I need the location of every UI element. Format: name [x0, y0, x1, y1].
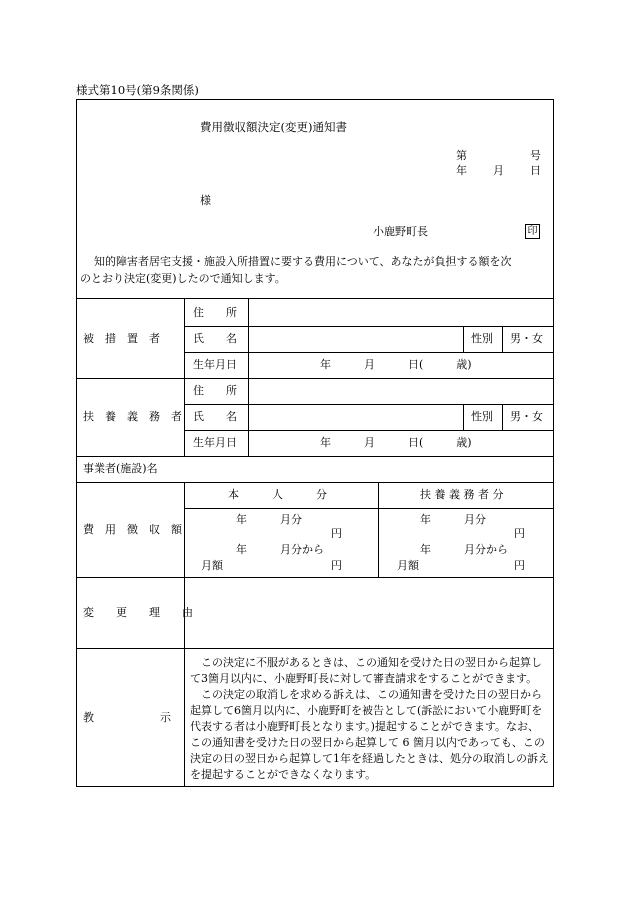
document-title: 費用徴収額決定(変更)通知書 [200, 120, 347, 134]
fee-section-label: 費 用 徴 収 額 [83, 523, 182, 536]
guardian-sex-value: 男・女 [510, 410, 543, 423]
fee-guardian-monthly-yen: 円 [514, 559, 525, 572]
fee-self-monthly-yen: 円 [331, 559, 342, 572]
rule-s1 [184, 326, 554, 327]
rule-s3 [76, 378, 554, 379]
fee-self-from: 年 月分から [236, 543, 324, 556]
form-number-label: 様式第10号(第9条関係) [76, 83, 199, 97]
vrule-sex-b2 [502, 404, 503, 430]
fee-self-monthly-label: 月額 [201, 559, 223, 572]
rule-change-bottom [76, 648, 554, 649]
subject-address-label: 住 所 [193, 306, 237, 319]
date-month: 月 [493, 164, 504, 177]
fee-guardian-monthly-label: 月額 [397, 559, 419, 572]
date-year: 年 [456, 164, 467, 177]
rule-s2 [184, 352, 554, 353]
fee-self-yen: 円 [331, 527, 342, 540]
guardian-dob-format: 年 月 日( 歳) [320, 436, 472, 449]
date-day: 日 [530, 164, 541, 177]
guardian-sex-label: 性別 [471, 410, 493, 423]
guardian-name-label: 氏 名 [193, 410, 237, 423]
fee-col-guardian: 扶 養 義 務 者 分 [420, 488, 504, 501]
intro-text-line2: のとおり決定(変更)したので通知します。 [80, 272, 286, 285]
number-dai: 第 [456, 149, 467, 162]
rule-table-top [76, 298, 554, 299]
subject-dob-format: 年 月 日( 歳) [320, 358, 472, 371]
instruction-paragraph-1: この決定に不服があるときは、この通知を受けた日の翌日から起算して3箇月以内に、小鹿野町長に対して審査請求をすることができます。 [190, 656, 542, 685]
seal-mark: 印 [525, 224, 540, 239]
guardian-address-label: 住 所 [193, 384, 237, 397]
fee-guardian-from: 年 月分から [420, 543, 508, 556]
subject-sex-label: 性別 [471, 332, 493, 345]
facility-label: 事業者(施設)名 [83, 462, 158, 475]
addressee-suffix: 様 [200, 194, 211, 207]
rule-facility [76, 482, 554, 483]
fee-self-month: 年 月分 [236, 513, 302, 526]
guardian-dob-label: 生年月日 [193, 436, 237, 449]
vrule-label-col-bottom [184, 482, 185, 787]
issuer-name: 小鹿野町長 [373, 225, 428, 238]
vrule-field-col [248, 298, 249, 456]
intro-text-line1: 知的障害者居宅支援・施設入所措置に要する費用について、あなたが負担する額を次 [94, 255, 512, 268]
change-reason-label: 変 更 理 由 [83, 606, 193, 619]
instruction-label: 教 示 [83, 711, 171, 724]
subject-sex-value: 男・女 [510, 332, 543, 345]
vrule-sex-b1 [463, 404, 464, 430]
fee-guardian-yen: 円 [514, 527, 525, 540]
subject-name-label: 氏 名 [193, 332, 237, 345]
subject-section-label: 被 措 置 者 [83, 332, 160, 345]
vrule-label-col-top [184, 298, 185, 456]
fee-col-self: 本 人 分 [228, 488, 327, 501]
vrule-fee-split [378, 482, 379, 577]
rule-g3 [76, 456, 554, 457]
vrule-sex-a2 [502, 326, 503, 352]
rule-g1 [184, 404, 554, 405]
fee-guardian-month: 年 月分 [420, 513, 486, 526]
subject-dob-label: 生年月日 [193, 358, 237, 371]
rule-g2 [184, 430, 554, 431]
guardian-section-label: 扶 養 義 務 者 [83, 410, 182, 423]
instruction-text [190, 655, 550, 783]
number-go: 号 [530, 149, 541, 162]
rule-fee-bottom [76, 577, 554, 578]
instruction-paragraph-2: この決定の取消しを求める訴えは、この通知書を受けた日の翌日から起算して6箇月以内に、小鹿野町を被告として(訴訟において小鹿野町を代表する者は小鹿野町長となります。)提起することができます。なお、この通知書を受けた日の翌日から起算して 6 箇月以内であっても、この決定の日の翌日から起算して1年を経過したときは、処分の取消しの訴えを提起することができなくなります。 [190, 688, 549, 781]
vrule-sex-a1 [463, 326, 464, 352]
rule-fee-header [184, 508, 554, 509]
